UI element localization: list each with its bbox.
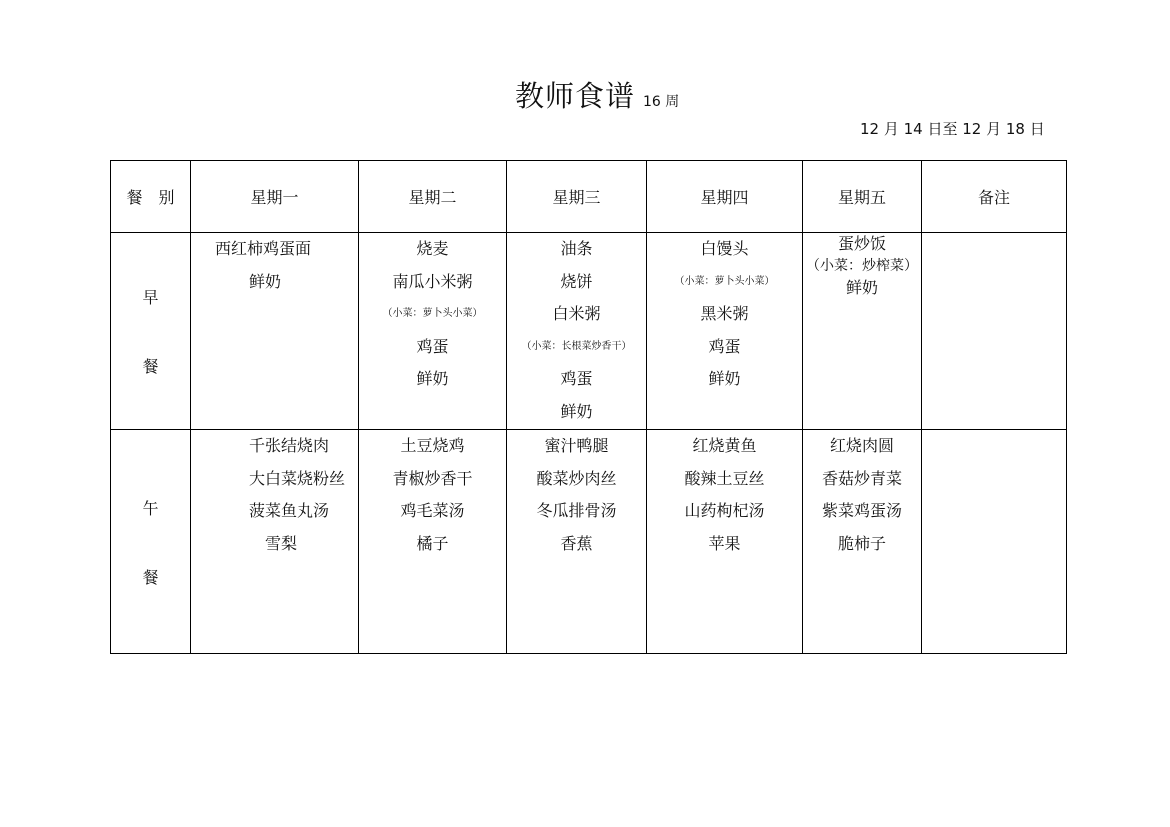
dish: 鸡蛋 — [560, 369, 593, 388]
dish: 红烧肉圆 — [829, 436, 894, 455]
dish: 山药枸杞汤 — [684, 501, 765, 520]
breakfast-wednesday — [507, 233, 647, 430]
dish: 脆柿子 — [837, 533, 886, 553]
dish: 菠菜鱼丸汤 — [249, 501, 330, 520]
dish: 鸡蛋 — [416, 336, 449, 356]
header-monday: 星期一 — [191, 161, 359, 233]
dish: 蜜汁鸭腿 — [544, 436, 609, 455]
lunch-label-bottom: 餐 — [142, 567, 159, 587]
lunch-monday — [191, 430, 359, 654]
date-range: 12 月 14 日至 12 月 18 日 — [860, 120, 1045, 138]
header-tuesday: 星期二 — [359, 161, 507, 233]
dish: 鲜奶 — [560, 401, 593, 421]
lunch-label — [111, 430, 191, 654]
dish: 土豆烧鸡 — [400, 436, 465, 455]
dish: 青椒炒香干 — [392, 468, 473, 488]
breakfast-row — [111, 233, 1067, 430]
dish: 香蕉 — [560, 533, 593, 553]
breakfast-monday — [191, 233, 359, 430]
menu-table — [110, 160, 1067, 654]
header-thursday: 星期四 — [647, 161, 803, 233]
dish: 冬瓜排骨汤 — [536, 501, 617, 520]
breakfast-label — [111, 233, 191, 430]
lunch-row — [111, 430, 1067, 654]
breakfast-friday — [803, 233, 922, 430]
lunch-thursday — [647, 430, 803, 654]
lunch-label-top: 午 — [142, 498, 159, 518]
lunch-wednesday — [507, 430, 647, 654]
dish: 鲜奶 — [416, 369, 449, 388]
lunch-remarks — [922, 430, 1067, 654]
lunch-friday — [803, 430, 922, 654]
dish: 鲜奶 — [708, 369, 741, 388]
menu-title — [515, 74, 679, 115]
dish: 红烧黄鱼 — [692, 436, 757, 455]
dish: 白米粥 — [552, 304, 601, 323]
dish: 苹果 — [708, 533, 741, 553]
title-text: 教师食谱 — [515, 79, 636, 113]
header-remarks: 备注 — [922, 161, 1067, 233]
breakfast-remarks — [922, 233, 1067, 430]
week-number: 16 周 — [643, 94, 680, 110]
dish: 橘子 — [416, 533, 449, 553]
breakfast-label-top: 早 — [142, 288, 159, 307]
dish: 大白菜烧粉丝 — [249, 468, 346, 488]
side-dish-note: （小菜：炒榨菜） — [806, 258, 918, 274]
dish: 白馒头 — [700, 239, 749, 258]
dish: 酸辣土豆丝 — [684, 468, 765, 488]
header-meal: 餐 别 — [111, 161, 191, 233]
side-dish-note: （小菜：长根菜炒香干） — [521, 340, 632, 352]
dish: 南瓜小米粥 — [392, 271, 473, 291]
dish: 蛋炒饭 — [837, 234, 886, 253]
header-wednesday: 星期三 — [507, 161, 647, 233]
dish: 千张结烧肉 — [249, 436, 330, 455]
dish: 油条 — [560, 239, 593, 258]
dish: 黑米粥 — [700, 304, 749, 323]
dish: 香菇炒青菜 — [821, 468, 902, 488]
dish: 烧麦 — [416, 239, 449, 258]
dish: 酸菜炒肉丝 — [536, 468, 617, 488]
side-dish-note: （小菜：萝卜头小菜） — [674, 275, 775, 287]
dish: 雪梨 — [265, 533, 298, 553]
dish: 鲜奶 — [249, 271, 282, 291]
dish: 烧饼 — [560, 271, 593, 291]
breakfast-thursday — [647, 233, 803, 430]
dish: 鸡毛菜汤 — [400, 501, 465, 520]
header-row — [111, 161, 1067, 233]
breakfast-tuesday — [359, 233, 507, 430]
breakfast-label-bottom: 餐 — [142, 357, 159, 376]
dish: 紫菜鸡蛋汤 — [821, 501, 902, 520]
dish: 西红柿鸡蛋面 — [215, 239, 312, 258]
lunch-tuesday — [359, 430, 507, 654]
side-dish-note: （小菜：萝卜头小菜） — [382, 308, 483, 319]
header-friday: 星期五 — [803, 161, 922, 233]
dish: 鸡蛋 — [708, 336, 741, 356]
dish: 鲜奶 — [845, 278, 878, 297]
